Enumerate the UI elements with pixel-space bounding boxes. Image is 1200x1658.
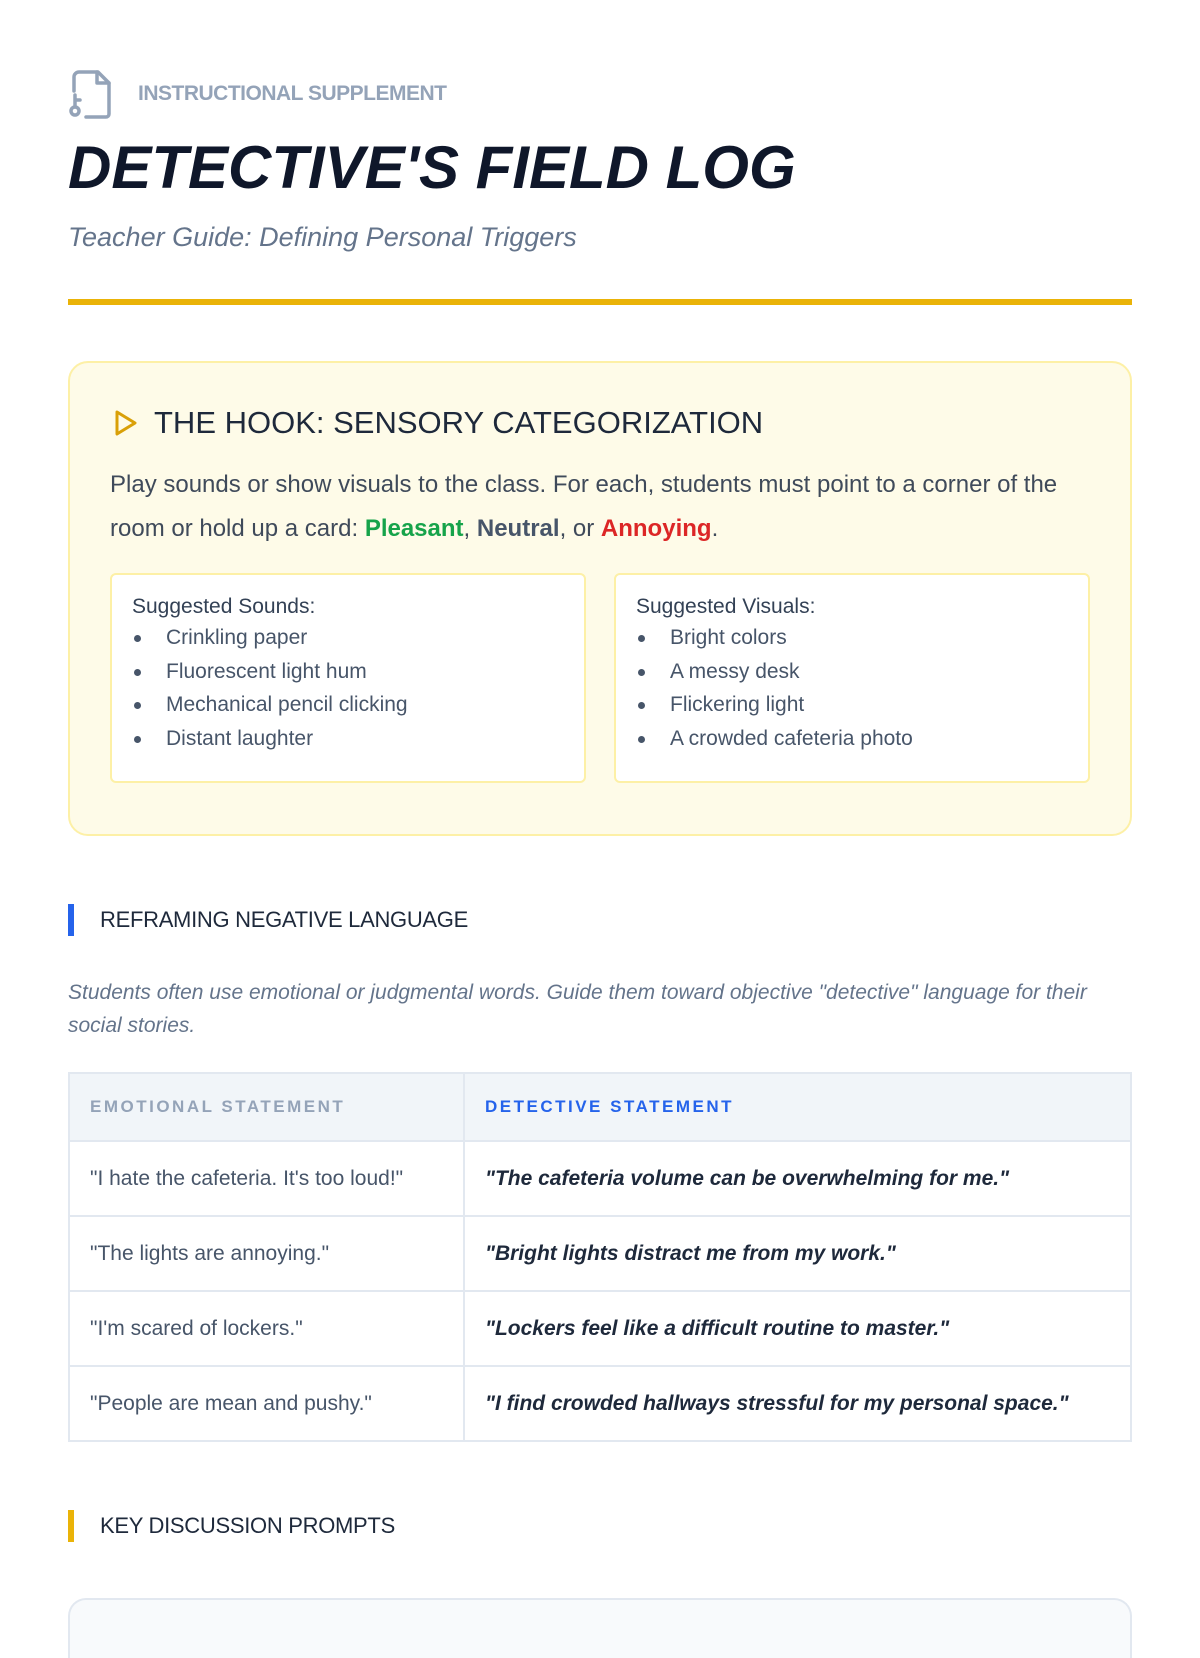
play-icon — [110, 408, 140, 438]
detective-cell: "The cafeteria volume can be overwhelming for me." — [464, 1141, 1131, 1216]
list-item: Distant laughter — [132, 722, 564, 756]
emotional-cell: "I hate the cafeteria. It's too loud!" — [69, 1141, 464, 1216]
table-row — [69, 1291, 1131, 1366]
list-item: Fluorescent light hum — [132, 655, 564, 689]
emotional-cell: "The lights are annoying." — [69, 1216, 464, 1291]
hook-card — [68, 361, 1132, 836]
page-title: DETECTIVE'S FIELD LOG — [68, 134, 796, 201]
list-item: Bright colors — [636, 621, 1068, 655]
section-heading-prompts — [68, 1510, 1132, 1542]
eyebrow — [68, 68, 1132, 120]
list-item: A crowded cafeteria photo — [636, 722, 1068, 756]
reframing-intro: Students often use emotional or judgmental words. Guide them toward objective "detective" language for their social stories. — [68, 981, 1087, 1037]
annoying-label: Annoying — [600, 515, 712, 542]
sep: , or — [559, 515, 601, 542]
hook-heading — [110, 405, 1090, 441]
file-key-icon — [68, 69, 112, 119]
reframing-table — [68, 1072, 1132, 1442]
detective-cell: "Bright lights distract me from my work." — [464, 1216, 1131, 1291]
page-subtitle: Teacher Guide: Defining Personal Triggers — [68, 222, 577, 252]
hook-text-main: Play sounds or show visuals to the class. For each, students must point to a corner of the room or hold up a card: — [110, 471, 1058, 542]
table-row — [69, 1216, 1131, 1291]
emotional-cell: "People are mean and pushy." — [69, 1366, 464, 1441]
neutral-label: Neutral — [476, 515, 560, 542]
list-item: Crinkling paper — [132, 621, 564, 655]
accent-bar — [68, 1510, 74, 1542]
hook-title: THE HOOK: SENSORY CATEGORIZATION — [154, 405, 764, 440]
sounds-title: Suggested Sounds: — [132, 595, 316, 618]
table-header — [69, 1073, 1131, 1141]
visuals-card — [614, 573, 1090, 783]
section-heading-reframing — [68, 904, 1132, 936]
sep: , — [463, 515, 477, 542]
table-row — [69, 1141, 1131, 1216]
column-header: EMOTIONAL STATEMENT — [69, 1073, 464, 1141]
detective-cell: "I find crowded hallways stressful for my personal space." — [464, 1366, 1131, 1441]
sep: . — [711, 515, 719, 542]
pleasant-label: Pleasant — [364, 515, 464, 542]
eyebrow-label: INSTRUCTIONAL SUPPLEMENT — [138, 82, 447, 105]
list-item: Flickering light — [636, 688, 1068, 722]
list-item: A messy desk — [636, 655, 1068, 689]
accent-bar — [68, 904, 74, 936]
table-row — [69, 1366, 1131, 1441]
hook-text — [110, 463, 1090, 551]
emotional-cell: "I'm scared of lockers." — [69, 1291, 464, 1366]
visuals-title: Suggested Visuals: — [636, 595, 816, 618]
list-item: Mechanical pencil clicking — [132, 688, 564, 722]
column-header: DETECTIVE STATEMENT — [464, 1073, 1131, 1141]
sounds-card — [110, 573, 586, 783]
detective-cell: "Lockers feel like a difficult routine to master." — [464, 1291, 1131, 1366]
prompts-card — [68, 1598, 1132, 1658]
section-title: KEY DISCUSSION PROMPTS — [100, 1513, 395, 1538]
section-title: REFRAMING NEGATIVE LANGUAGE — [100, 907, 468, 932]
divider — [68, 299, 1132, 305]
